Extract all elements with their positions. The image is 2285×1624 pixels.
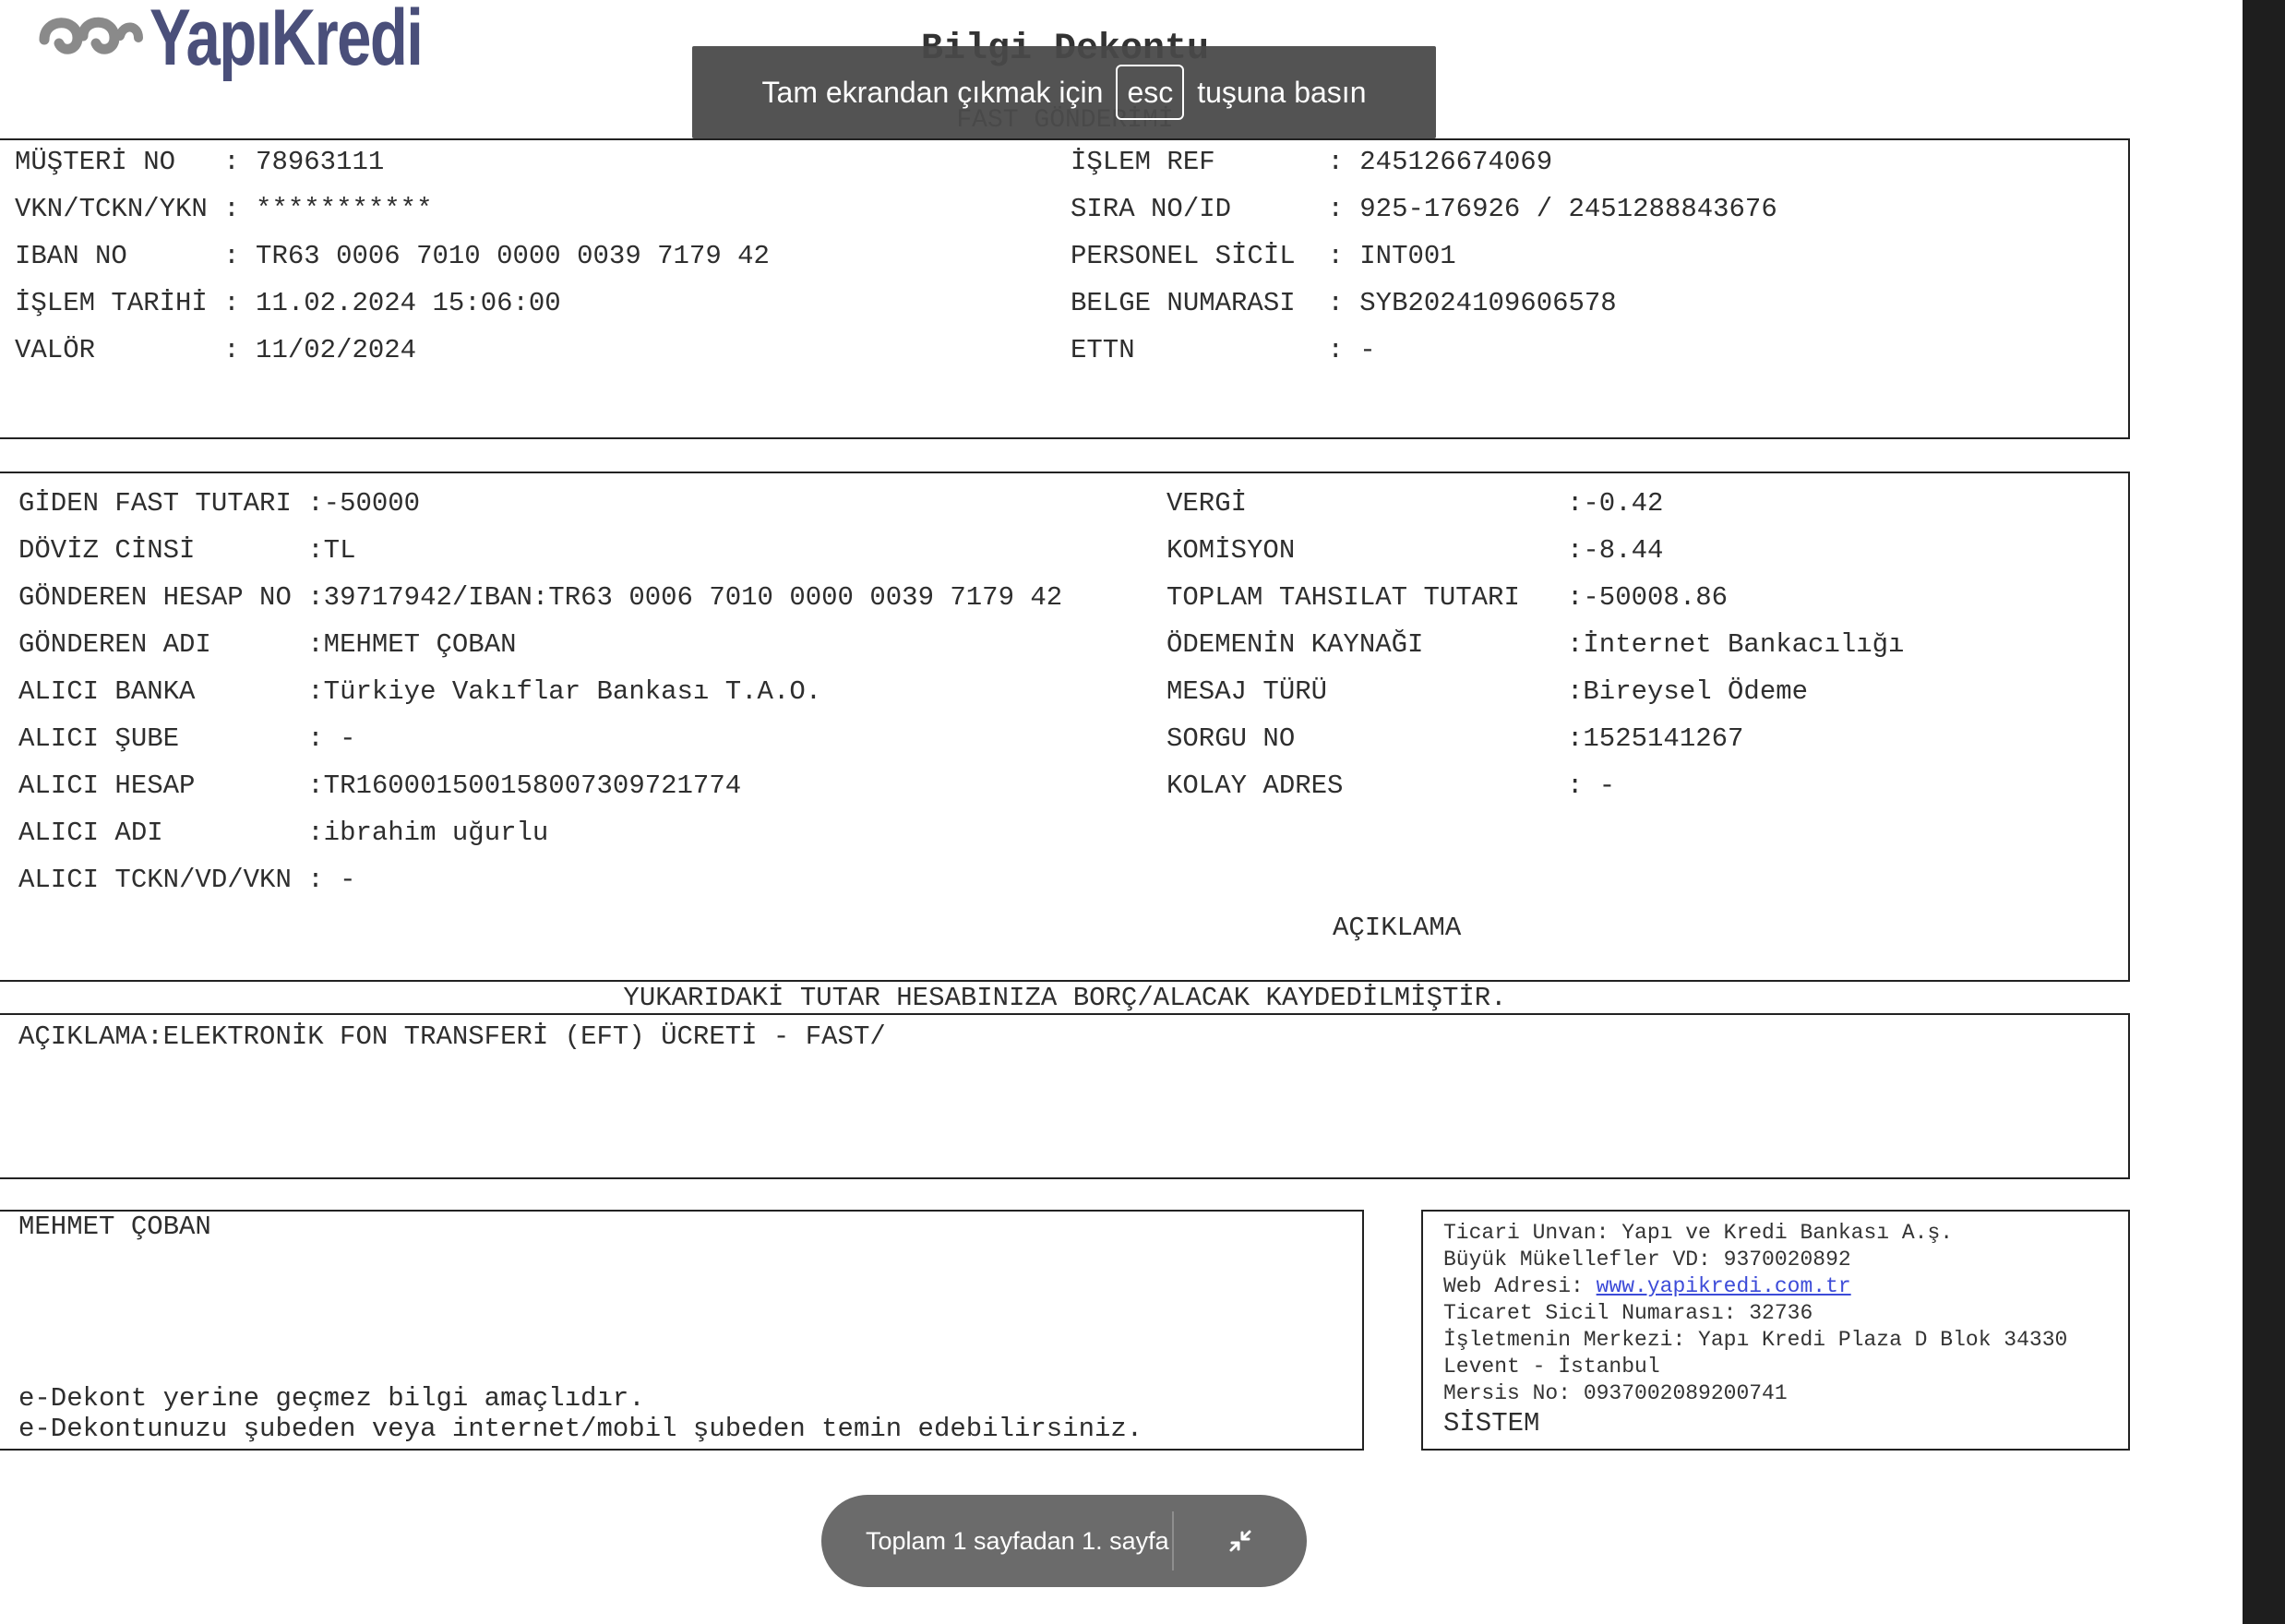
bank-info-line: Mersis No: 0937002089200741	[1443, 1381, 1788, 1405]
esc-key: esc	[1116, 65, 1184, 120]
transfer-detail-row: DÖVİZ CİNSİ :TL	[18, 535, 356, 566]
customer-info-row: İŞLEM TARİHİ : 11.02.2024 15:06:00	[15, 288, 561, 318]
fee-value: :Bireysel Ödeme	[1567, 676, 1809, 707]
toast-text: Tam ekrandan çıkmak için	[761, 75, 1104, 109]
transaction-info-row: PERSONEL SİCİL : INT001	[1071, 241, 1456, 271]
fee-label: KOLAY ADRES	[1166, 770, 1344, 801]
customer-info-row: IBAN NO : TR63 0006 7010 0000 0039 7179 42	[15, 241, 770, 271]
page-indicator: Toplam 1 sayfadan 1. sayfa	[866, 1526, 1169, 1555]
fee-label: SORGU NO	[1166, 723, 1296, 754]
customer-info-row: VALÖR : 11/02/2024	[15, 335, 417, 365]
transfer-detail-row: ALICI ADI :ibrahim uğurlu	[18, 818, 549, 848]
fee-label: TOPLAM TAHSILAT TUTARI	[1166, 582, 1520, 613]
customer-info-row: VKN/TCKN/YKN : ***********	[15, 194, 433, 224]
transfer-detail-row: GİDEN FAST TUTARI :-50000	[18, 488, 421, 519]
transfer-detail-row: ALICI TCKN/VD/VKN : -	[18, 865, 356, 895]
fee-value: :-8.44	[1567, 535, 1664, 566]
logo-text: YapıKredi	[150, 0, 423, 82]
fee-value: :-0.42	[1567, 488, 1664, 519]
debit-credit-notice: YUKARIDAKİ TUTAR HESABINIZA BORÇ/ALACAK KAYDEDİLMİŞTİR.	[623, 983, 1507, 1013]
fullscreen-exit-toast	[692, 46, 1436, 138]
fee-value: :İnternet Bankacılığı	[1567, 629, 1905, 660]
transaction-info-row: SIRA NO/ID : 925-176926 / 2451288843676	[1071, 194, 1777, 224]
bank-info-line: Web Adresi: www.yapikredi.com.tr	[1443, 1274, 1851, 1298]
transaction-info-row: İŞLEM REF : 245126674069	[1071, 147, 1553, 177]
page-toolbar	[821, 1495, 1307, 1587]
fee-label: MESAJ TÜRÜ	[1166, 676, 1328, 707]
exit-fullscreen-icon	[1226, 1527, 1254, 1555]
transaction-info-row: BELGE NUMARASI : SYB2024109606578	[1071, 288, 1617, 318]
exit-fullscreen-button[interactable]	[1174, 1495, 1307, 1587]
bank-info-line: Levent - İstanbul	[1443, 1355, 1660, 1379]
aciklama-heading: AÇIKLAMA	[1333, 913, 1462, 943]
fee-value: :1525141267	[1567, 723, 1744, 754]
fee-value: : -	[1567, 770, 1616, 801]
customer-name: MEHMET ÇOBAN	[18, 1212, 211, 1242]
fee-label: KOMİSYON	[1166, 535, 1296, 566]
transfer-detail-row: ALICI BANKA :Türkiye Vakıflar Bankası T.A.O.	[18, 676, 822, 707]
fee-label: VERGİ	[1166, 488, 1248, 519]
transfer-detail-row: GÖNDEREN HESAP NO :39717942/IBAN:TR63 0006 7010 0000 0039 7179 42	[18, 582, 1063, 613]
transfer-detail-row: ALICI ŞUBE : -	[18, 723, 356, 754]
bank-info-line: Ticari Unvan: Yapı ve Kredi Bankası A.ş.	[1443, 1221, 1954, 1245]
toast-text: tuşuna basın	[1197, 75, 1367, 109]
website-link[interactable]: www.yapikredi.com.tr	[1596, 1274, 1851, 1298]
transfer-detail-row: ALICI HESAP :TR160001500158007309721774	[18, 770, 742, 801]
transaction-info-row: ETTN : -	[1071, 335, 1376, 365]
description-text: AÇIKLAMA:ELEKTRONİK FON TRANSFERİ (EFT) ÜCRETİ - FAST/	[18, 1021, 886, 1052]
disclaimer-line: e-Dekontunuzu şubeden veya internet/mobil şubeden temin edebilirsiniz.	[18, 1414, 1143, 1444]
bank-info-line: Büyük Mükellefler VD: 9370020892	[1443, 1248, 1851, 1272]
bank-info-line: İşletmenin Merkezi: Yapı Kredi Plaza D Blok 34330	[1443, 1328, 2068, 1352]
bank-info-line: Ticaret Sicil Numarası: 32736	[1443, 1301, 1813, 1325]
disclaimer-line: e-Dekont yerine geçmez bilgi amaçlıdır.	[18, 1383, 645, 1414]
fee-label: ÖDEMENİN KAYNAĞI	[1166, 629, 1424, 660]
customer-info-row: MÜŞTERİ NO : 78963111	[15, 147, 385, 177]
viewer-edge	[2243, 0, 2285, 1624]
fee-value: :-50008.86	[1567, 582, 1729, 613]
system-label: SİSTEM	[1443, 1408, 1540, 1439]
transfer-detail-row: GÖNDEREN ADI :MEHMET ÇOBAN	[18, 629, 517, 660]
